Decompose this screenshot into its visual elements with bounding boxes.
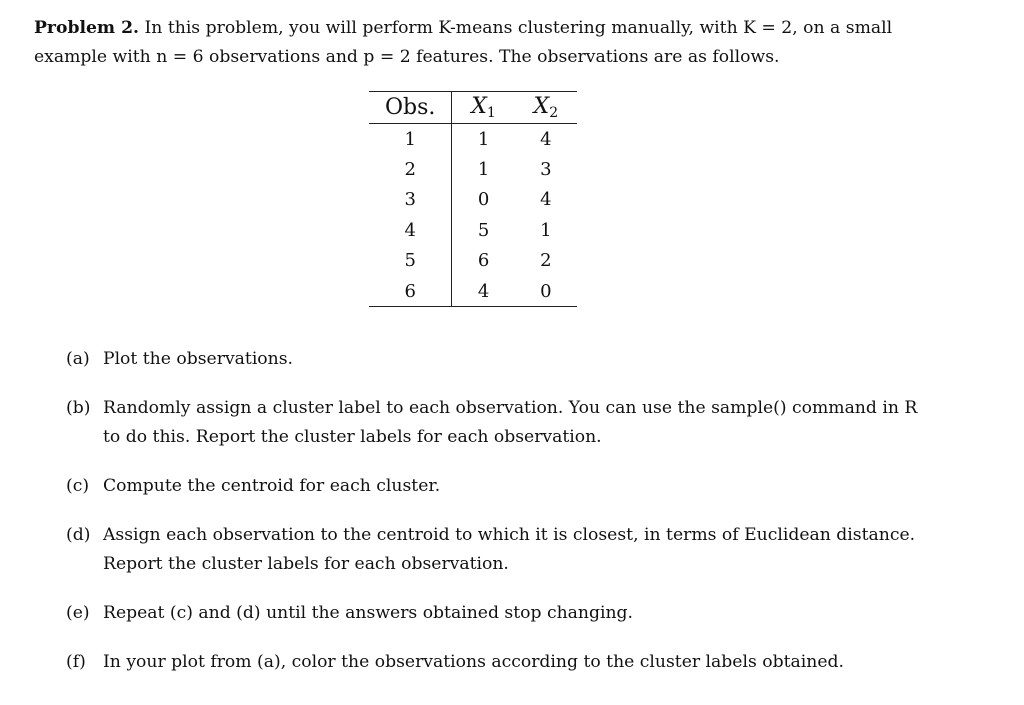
- cell-x2: 1: [540, 219, 552, 241]
- part-e: [66, 599, 966, 628]
- part-label: (a): [66, 349, 90, 369]
- part-text: Report the cluster labels for each observation.: [103, 554, 509, 574]
- intro-line-2: example with n = 6 observations and p = 2 features. The observations are as follows.: [34, 47, 780, 67]
- part-text: Randomly assign a cluster label to each observation. You can use the sample() command in R: [103, 398, 918, 418]
- part-c: [66, 472, 966, 501]
- part-a: [66, 345, 966, 374]
- cell-x2: 2: [540, 250, 552, 272]
- cell-x2: 0: [515, 276, 577, 307]
- header-x2-var: X: [533, 94, 550, 119]
- part-text: Compute the centroid for each cluster.: [103, 476, 441, 496]
- part-text: Assign each observation to the centroid to which it is closest, in terms of Euclidean distance.: [103, 525, 916, 545]
- table-header-row: [369, 92, 577, 124]
- part-label: (d): [66, 525, 91, 545]
- problem-title: Problem 2.: [34, 18, 140, 38]
- cell-x2: 4: [540, 128, 552, 150]
- part-label: (f): [66, 652, 86, 672]
- table-row: [369, 185, 577, 216]
- table-row: [369, 215, 577, 246]
- part-f: [66, 648, 966, 677]
- header-x2: [515, 92, 577, 124]
- cell-x1: 4: [452, 276, 515, 307]
- cell-obs: 1: [369, 124, 452, 155]
- table-row: [369, 276, 577, 307]
- part-label: (b): [66, 398, 91, 418]
- observations-table: [369, 91, 577, 307]
- cell-x1: 0: [477, 189, 490, 211]
- part-label: (e): [66, 603, 90, 623]
- part-b: [66, 394, 966, 452]
- cell-x2: 4: [540, 189, 552, 211]
- cell-x1: 6: [477, 250, 490, 272]
- table-row: [369, 246, 577, 277]
- intro-text-1: In this problem, you will perform K-means clustering manually, with K = 2, on a small: [144, 18, 893, 38]
- intro-line-1: [34, 14, 934, 43]
- part-text: to do this. Report the cluster labels for each observation.: [103, 427, 602, 447]
- cell-obs: 6: [369, 276, 452, 307]
- cell-x1: 1: [477, 158, 490, 180]
- header-x1-var: X: [471, 94, 487, 119]
- part-text: In your plot from (a), color the observations according to the cluster labels obtained.: [103, 652, 844, 672]
- cell-x1: 5: [477, 219, 490, 241]
- cell-obs: 2: [369, 154, 452, 185]
- part-text: Plot the observations.: [103, 349, 294, 369]
- part-label: (c): [66, 476, 90, 496]
- problem-parts: [66, 345, 966, 697]
- header-x1-sub: 1: [486, 105, 496, 121]
- header-obs: Obs.: [369, 92, 452, 124]
- header-x2-sub: 2: [549, 105, 559, 121]
- table-row: [369, 124, 577, 155]
- cell-x1: 1: [477, 128, 490, 150]
- cell-x2: 3: [540, 158, 552, 180]
- table-row: [369, 154, 577, 185]
- part-d: [66, 521, 966, 579]
- part-text: Repeat (c) and (d) until the answers obtained stop changing.: [103, 603, 633, 623]
- cell-obs: 4: [369, 215, 452, 246]
- cell-obs: 3: [369, 185, 452, 216]
- problem-intro: [34, 14, 934, 72]
- cell-obs: 5: [369, 246, 452, 277]
- header-x1: [452, 92, 515, 124]
